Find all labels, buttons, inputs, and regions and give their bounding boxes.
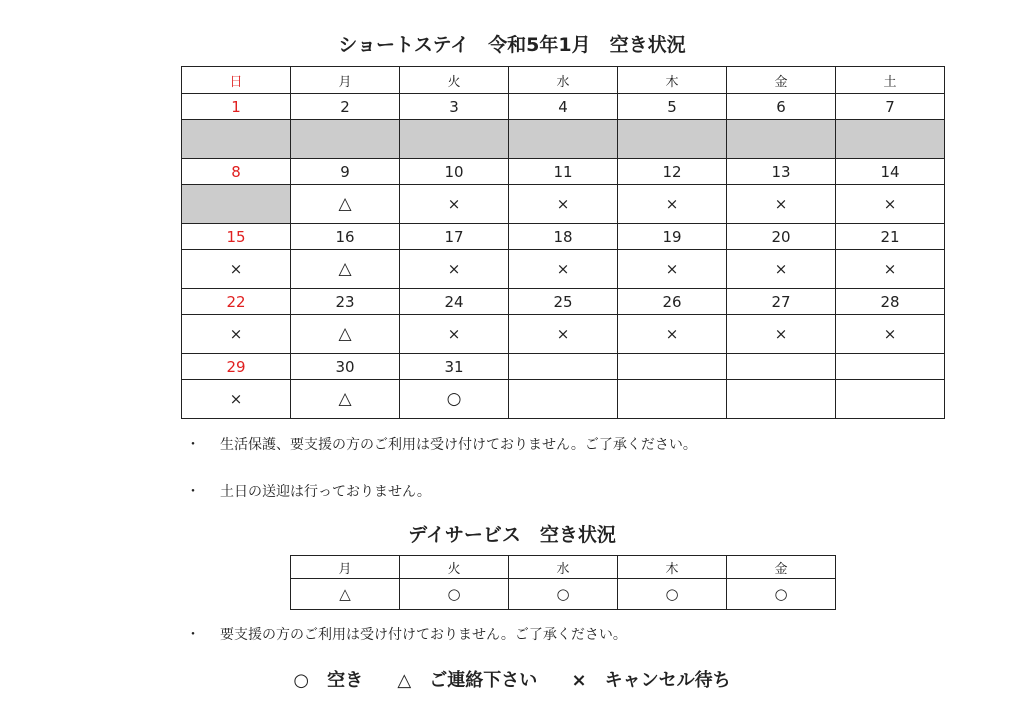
weekday-wednesday: 水 [509,67,618,94]
date-cell: 2 [291,94,400,120]
note-bullet: ・ [186,627,200,643]
date-cell: 23 [291,289,400,315]
short-stay-note-2 [186,481,431,501]
legend [0,666,1024,692]
day-service-title: デイサービス 空き状況 [408,524,616,546]
status-row [182,315,945,354]
status-cell: × [182,380,291,419]
date-cell: 21 [836,224,945,250]
weekday-sunday: 日 [182,67,291,94]
date-cell [618,354,727,380]
status-cell: × [182,315,291,354]
status-cell [182,120,291,159]
weekday-tuesday: 火 [400,67,509,94]
status-cell [509,120,618,159]
date-cell: 27 [727,289,836,315]
legend-label-waitlist: キャンセル待ち [604,670,731,691]
legend-symbol-available: ○ [293,670,310,691]
date-cell: 24 [400,289,509,315]
note-text: 要支援の方のご利用は受け付けておりません。ご了承ください。 [220,627,627,643]
weekday-saturday: 土 [836,67,945,94]
date-cell: 8 [182,159,291,185]
weekday-thursday: 木 [618,67,727,94]
status-cell: △ [291,315,400,354]
date-cell: 28 [836,289,945,315]
weekday-monday: 月 [291,67,400,94]
status-cell: × [400,185,509,224]
date-cell [836,354,945,380]
status-cell: × [836,250,945,289]
status-cell [509,380,618,419]
date-cell: 1 [182,94,291,120]
date-cell [727,354,836,380]
date-cell: 5 [618,94,727,120]
date-cell: 18 [509,224,618,250]
ds-weekday-monday: 月 [291,556,400,579]
date-cell: 12 [618,159,727,185]
date-cell: 9 [291,159,400,185]
date-cell: 7 [836,94,945,120]
status-cell: × [509,250,618,289]
day-service-weekday-row [291,556,836,579]
status-cell: × [509,315,618,354]
status-cell [836,380,945,419]
date-cell: 29 [182,354,291,380]
ds-status-wednesday: ○ [509,579,618,610]
note-bullet: ・ [186,484,200,500]
date-cell: 22 [182,289,291,315]
status-cell: × [836,185,945,224]
day-service-note [186,624,627,644]
date-row [182,94,945,120]
legend-label-available: 空き [327,670,364,691]
note-text: 土日の送迎は行っておりません。 [220,484,431,500]
ds-status-monday: △ [291,579,400,610]
status-cell: × [727,185,836,224]
date-cell: 16 [291,224,400,250]
legend-label-contact: ご連絡下さい [429,670,538,691]
date-row [182,224,945,250]
short-stay-calendar [181,66,945,419]
date-cell: 30 [291,354,400,380]
date-row [182,354,945,380]
note-bullet: ・ [186,437,200,453]
ds-status-friday: ○ [727,579,836,610]
date-cell: 15 [182,224,291,250]
date-cell: 14 [836,159,945,185]
status-row [182,250,945,289]
status-cell [618,380,727,419]
ds-weekday-thursday: 木 [618,556,727,579]
status-row [182,185,945,224]
status-cell: × [400,250,509,289]
legend-symbol-waitlist: × [571,670,587,691]
date-cell: 31 [400,354,509,380]
date-cell [509,354,618,380]
date-cell: 10 [400,159,509,185]
status-cell: △ [291,380,400,419]
status-cell: × [618,315,727,354]
note-text: 生活保護、要支援の方のご利用は受け付けておりません。ご了承ください。 [220,437,697,453]
status-cell [182,185,291,224]
date-cell: 4 [509,94,618,120]
short-stay-title: ショートステイ 令和5年1月 空き状況 [338,34,686,56]
status-cell: × [727,315,836,354]
ds-weekday-wednesday: 水 [509,556,618,579]
status-cell [291,120,400,159]
status-cell: × [836,315,945,354]
status-cell: △ [291,185,400,224]
day-service-table [290,555,836,610]
status-cell [400,120,509,159]
status-cell: × [509,185,618,224]
status-cell: × [727,250,836,289]
status-cell: × [400,315,509,354]
status-cell: × [618,250,727,289]
weekday-friday: 金 [727,67,836,94]
status-cell [836,120,945,159]
date-row [182,289,945,315]
status-cell [618,120,727,159]
short-stay-note-1 [186,434,697,454]
ds-status-tuesday: ○ [400,579,509,610]
date-cell: 6 [727,94,836,120]
ds-status-thursday: ○ [618,579,727,610]
date-cell: 25 [509,289,618,315]
ds-weekday-friday: 金 [727,556,836,579]
status-cell: × [182,250,291,289]
status-cell [727,120,836,159]
date-cell: 20 [727,224,836,250]
status-cell: × [618,185,727,224]
legend-symbol-contact: △ [397,670,412,691]
status-cell [727,380,836,419]
date-cell: 19 [618,224,727,250]
date-row [182,159,945,185]
day-service-status-row [291,579,836,610]
date-cell: 3 [400,94,509,120]
ds-weekday-tuesday: 火 [400,556,509,579]
status-row [182,120,945,159]
weekday-header-row [182,67,945,94]
date-cell: 13 [727,159,836,185]
date-cell: 26 [618,289,727,315]
date-cell: 11 [509,159,618,185]
status-cell: △ [291,250,400,289]
status-cell: ○ [400,380,509,419]
date-cell: 17 [400,224,509,250]
status-row [182,380,945,419]
